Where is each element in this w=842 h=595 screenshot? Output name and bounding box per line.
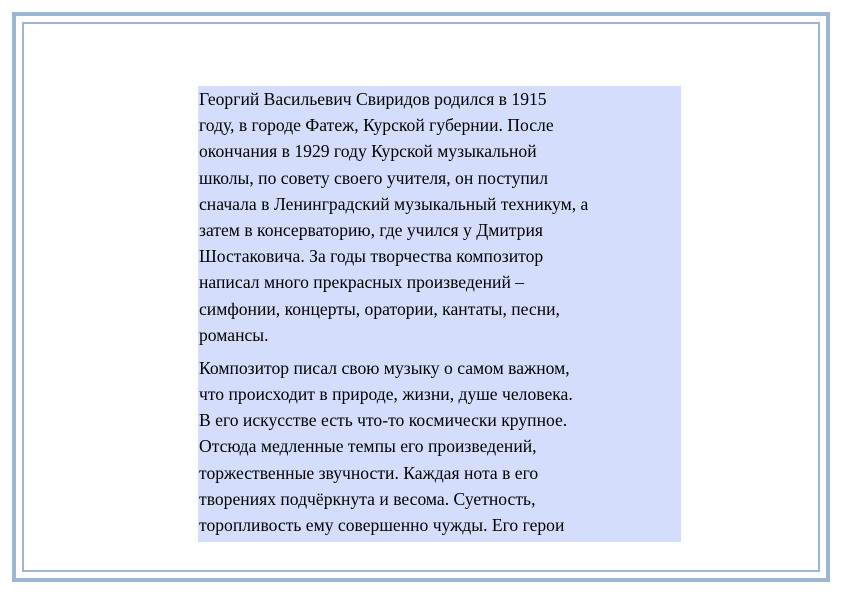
text-line: торжественные звучности. Каждая нота в его <box>199 462 539 483</box>
paragraph-music-style <box>198 355 681 538</box>
text-line: торопливость ему совершенно чужды. Его герои <box>199 515 565 535</box>
text-line: Георгий Васильевич Свиридов родился в 1915 <box>199 89 547 109</box>
text-line: Композитор писал свою музыку о самом важном, <box>199 357 570 378</box>
text-box[interactable] <box>198 86 681 542</box>
text-line: написал много прекрасных произведений – <box>199 272 525 293</box>
text-line: симфонии, концерты, оратории, кантаты, песни, <box>199 298 560 319</box>
paragraph-biography <box>198 86 681 348</box>
text-line: сначала в Ленинградский музыкальный техникум, а <box>199 193 589 214</box>
text-line: романсы. <box>199 324 269 345</box>
text-line: В его искусстве есть что-то космически крупное. <box>199 410 568 431</box>
text-line: школы, по совету своего учителя, он поступил <box>199 167 548 188</box>
text-line: что происходит в природе, жизни, душе человека. <box>199 384 573 405</box>
text-line: году, в городе Фатеж, Курской губернии. После <box>199 115 554 136</box>
text-line: творениях подчёркнута и весома. Суетность, <box>199 488 536 509</box>
text-line: окончания в 1929 году Курской музыкальной <box>199 141 537 162</box>
text-line: Отсюда медленные темпы его произведений, <box>199 436 537 457</box>
text-line: затем в консерваторию, где учился у Дмитрия <box>199 219 543 240</box>
text-line: Шостаковича. За годы творчества композитор <box>199 246 544 267</box>
